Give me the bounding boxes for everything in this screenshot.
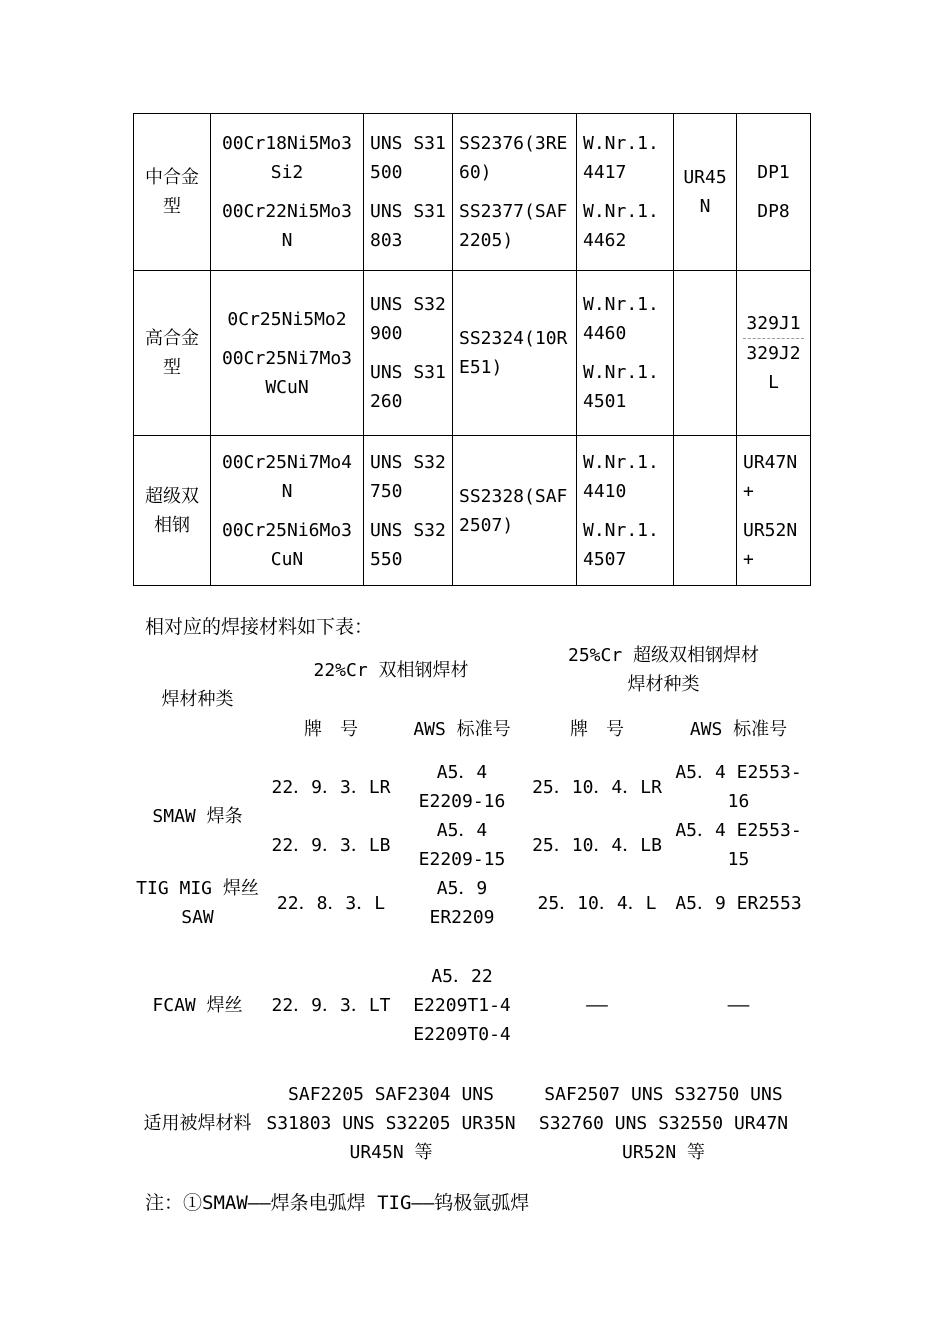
grade-text: SS2328(SAF2507) [459, 485, 568, 536]
group2-header-line: 焊材种类 [627, 674, 700, 695]
brand-header: 牌 号 [304, 718, 358, 740]
applicable-materials-cell: SAF2205 SAF2304 UNS S31803 UNS S32205 UR35N UR45N 等 [266, 1083, 516, 1163]
brand-cell: 22．9．3．LR [271, 776, 391, 798]
grade-text: UNS S31500 [370, 133, 446, 183]
grade-text: 00Cr25Ni6Mo3CuN [221, 519, 353, 570]
uns-cell [364, 114, 453, 271]
aws-cell: A5．9 ER2209 [429, 878, 495, 928]
category-cell: 中合金型 [134, 114, 211, 271]
category-cell: 高合金型 [134, 271, 211, 436]
applicable-label: 适用被焊材料 [143, 1112, 252, 1134]
grade-text: UNS S31803 [370, 201, 446, 251]
aws-header: AWS 标准号 [413, 718, 511, 740]
grade-text: UNS S32550 [370, 519, 446, 570]
jis-cell [737, 436, 811, 586]
note-paragraph: 注：①SMAW——焊条电弧焊 TIG——钨极氩弧焊 [145, 1192, 530, 1214]
grades-table [133, 113, 811, 586]
grade-text: UNS S32900 [370, 294, 446, 344]
grade-text: W.Nr.1.4462 [583, 201, 659, 251]
type-header: 焊材种类 [161, 688, 234, 710]
brand-cell: 22．9．3．LT [271, 994, 391, 1016]
table-row [135, 932, 805, 1078]
grade-text: SS2376(3RE60) [459, 133, 568, 183]
group2-header-line: 25%Cr 超级双相钢焊材 [567, 645, 760, 666]
table-row [134, 436, 811, 586]
aws-cell: A5．4 E2209-15 [418, 820, 506, 870]
group2-header [522, 640, 805, 700]
brand-cell: 22．9．3．LB [271, 834, 391, 856]
wnr-cell [577, 436, 674, 586]
brand-cell: 25．10．4．L [537, 892, 657, 914]
chinese-grade-cell [211, 271, 364, 436]
grade-text: UNS S31260 [370, 362, 446, 412]
grade-text: W.Nr.1.4501 [583, 362, 659, 412]
wnr-cell [577, 114, 674, 271]
welding-materials-table [135, 640, 805, 1168]
grade-text: UNS S32750 [370, 451, 446, 502]
brand-cell: —— [586, 994, 608, 1016]
brand-cell: 25．10．4．LB [532, 834, 662, 856]
jis-cell [737, 114, 811, 271]
grade-text: DP1 [757, 162, 790, 183]
grade-text: W.Nr.1.4507 [583, 519, 659, 570]
aws-cell: —— [727, 994, 750, 1016]
grade-text: SS2324(10RE51) [459, 328, 568, 378]
grade-text: W.Nr.1.4410 [583, 451, 659, 502]
wnr-cell [577, 271, 674, 436]
ur-cell: UR45N [674, 114, 737, 271]
category-cell: 超级双相钢 [134, 436, 211, 586]
grade-text: UR52N+ [743, 519, 798, 570]
brand-cell: 22．8．3．L [276, 892, 386, 914]
brand-header: 牌 号 [570, 718, 624, 740]
aws-cell: A5．9 ER2553 [675, 892, 802, 914]
brand-cell: 25．10．4．LR [532, 776, 662, 798]
table-row [135, 874, 805, 932]
aws-cell: A5．4 E2553-15 [675, 820, 802, 870]
group1-header: 22%Cr 双相钢焊材 [313, 659, 469, 681]
grade-text: 00Cr25Ni7Mo4N [221, 451, 353, 502]
uns-cell [364, 271, 453, 436]
ss-cell [453, 271, 577, 436]
table-row [135, 758, 805, 816]
grade-text: W.Nr.1.4460 [583, 294, 659, 344]
grade-text: 00Cr18Ni5Mo3Si2 [221, 133, 353, 183]
grade-text: 00Cr25Ni7Mo3WCuN [221, 347, 353, 398]
intro-paragraph: 相对应的焊接材料如下表： [145, 616, 374, 638]
grade-text: UR47N+ [743, 451, 798, 502]
table-row [135, 640, 805, 700]
grade-text: 329J1 [746, 313, 801, 334]
ss-cell [453, 114, 577, 271]
uns-cell [364, 436, 453, 586]
table-row [135, 1078, 805, 1168]
grade-text: W.Nr.1.4417 [583, 133, 659, 183]
applicable-materials-cell: SAF2507 UNS S32750 UNS S32760 UNS S32550 UR47N UR52N 等 [538, 1083, 789, 1163]
grade-text: 00Cr22Ni5Mo3N [221, 201, 353, 251]
ur-cell [674, 271, 737, 436]
aws-cell: A5．22 E2209T1-4 E2209T0-4 [413, 965, 511, 1045]
table-row [134, 271, 811, 436]
chinese-grade-cell [211, 114, 364, 271]
jis-cell [737, 271, 811, 436]
aws-cell: A5．4 E2553-16 [675, 762, 802, 812]
ur-cell [674, 436, 737, 586]
grade-text: DP8 [757, 201, 790, 222]
grade-text: 329J2L [746, 343, 801, 393]
aws-header: AWS 标准号 [689, 718, 788, 740]
chinese-grade-cell [211, 436, 364, 586]
ss-cell [453, 436, 577, 586]
aws-cell: A5．4 E2209-16 [418, 762, 506, 812]
table-row [134, 114, 811, 271]
process-label: FCAW 焊丝 [152, 994, 243, 1016]
grade-text: 0Cr25Ni5Mo2 [227, 308, 347, 330]
grade-text: SS2377(SAF2205) [459, 201, 568, 251]
process-label: SMAW 焊条 [152, 805, 243, 827]
process-label: TIG MIG 焊丝 SAW [136, 878, 259, 928]
